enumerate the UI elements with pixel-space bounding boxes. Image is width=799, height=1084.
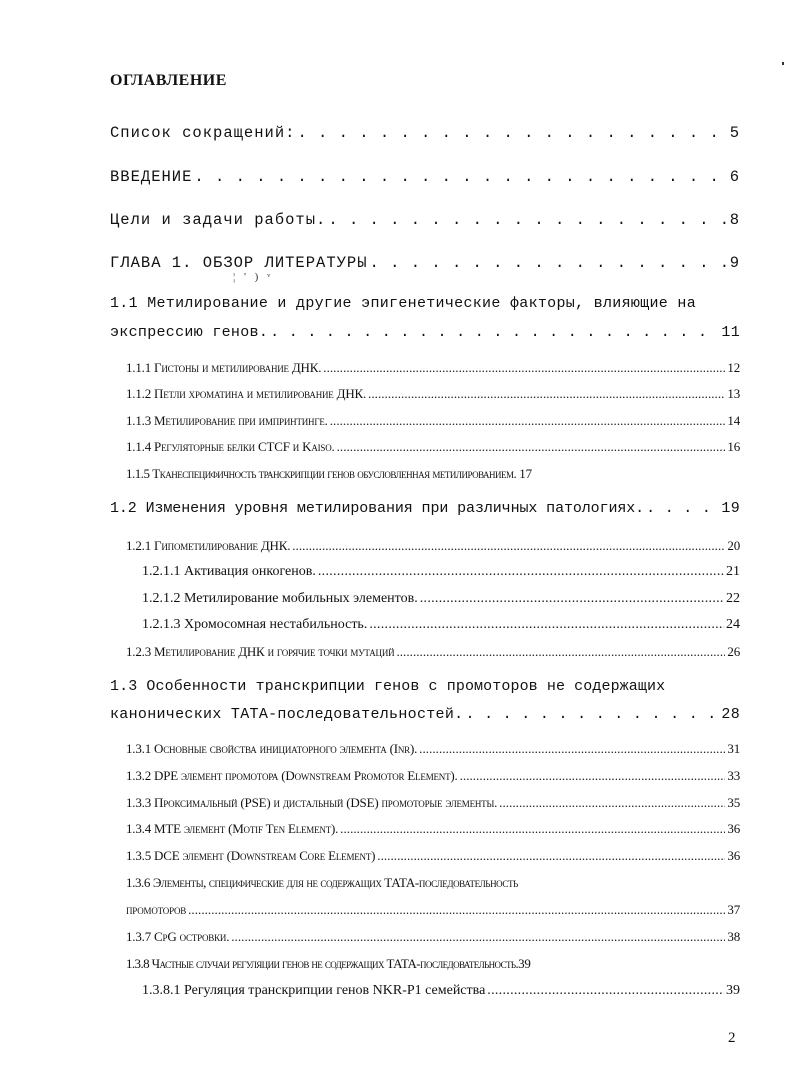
dot-leader bbox=[370, 254, 728, 272]
dot-leader bbox=[188, 902, 725, 918]
dot-leader bbox=[328, 211, 727, 229]
toc-entry-1-3-1[interactable]: 1.3.1 Основные свойства инициаторного элемента (Inr). . . . 31 bbox=[126, 741, 740, 757]
toc-entry-1-2[interactable]: 1.2 Изменения уровня метилирования при различных патологиях. . . . 19 bbox=[110, 500, 740, 517]
toc-entry-1-3-6-line1[interactable]: 1.3.6 Элементы, специфические для не содержащих ТАТА-последовательность bbox=[126, 875, 518, 890]
toc-entry-1-3-4[interactable]: 1.3.4 MTE элемент (Motif Ten Element). . . . 36 bbox=[126, 821, 740, 837]
dot-leader bbox=[396, 644, 725, 660]
dot-leader bbox=[337, 439, 726, 455]
toc-entry-1-3-line1[interactable]: 1.3 Особенности транскрипции генов с промоторов не содержащих bbox=[110, 678, 666, 695]
dot-leader bbox=[194, 168, 727, 186]
toc-entry-1-1[interactable]: экспрессию генов. . . . 11 bbox=[110, 324, 740, 341]
dot-leader bbox=[460, 768, 726, 784]
scan-speck bbox=[782, 62, 784, 65]
toc-entry-1-3-8[interactable]: 1.3.8 Частные случаи регуляции генов не содержащих ТАТА-последовательность. 39 bbox=[126, 956, 531, 971]
toc-entry-1-3-2[interactable]: 1.3.2 DPE элемент промотора (Downstream Promotor Element). . . . 33 bbox=[126, 768, 740, 784]
toc-entry-1-1-1[interactable]: 1.1.1 Гистоны и метилирование ДНК. . . . 12 bbox=[126, 360, 740, 376]
toc-entry-1-3-7[interactable]: 1.3.7 CpG островки. . . . 38 bbox=[126, 929, 740, 945]
dot-leader bbox=[499, 795, 725, 811]
toc-entry-1-2-1-3[interactable]: 1.2.1.3 Хромосомная нестабильность. . . . 24 bbox=[142, 617, 740, 633]
scan-artifact: ¦ ' ) ᵛ bbox=[233, 271, 274, 283]
toc-entry-chapter-1[interactable]: ГЛАВА 1. ОБЗОР ЛИТЕРАТУРЫ . . . 9 bbox=[110, 254, 740, 272]
dot-leader bbox=[465, 706, 719, 723]
dot-leader bbox=[297, 124, 727, 142]
dot-leader bbox=[487, 983, 724, 999]
toc-entry-1-3-3[interactable]: 1.3.3 Проксимальный (PSE) и дистальный (DSE) промоторые элементы. . . . 35 bbox=[126, 795, 740, 811]
dot-leader bbox=[292, 538, 725, 554]
toc-entry-1-2-3[interactable]: 1.2.3 Метилирование ДНК и горячие точки мутаций . . . 26 bbox=[126, 644, 740, 660]
dot-leader bbox=[420, 591, 724, 607]
toc-entry-1-1-2[interactable]: 1.1.2 Петли хроматина и метилирование ДНК. . . . 13 bbox=[126, 386, 740, 402]
dot-leader bbox=[377, 848, 725, 864]
toc-entry-goals[interactable]: Цели и задачи работы. . . . 8 bbox=[110, 211, 740, 229]
toc-entry-1-1-4[interactable]: 1.1.4 Регуляторные белки CTCF и Kaiso. . . . 16 bbox=[126, 439, 740, 455]
dot-leader bbox=[368, 386, 725, 402]
toc-entry-abbreviations[interactable]: Список сокращений: . . . 5 bbox=[110, 124, 740, 142]
toc-entry-1-1-5[interactable]: 1.1.5 Тканеспецифичность транскрипции генов обусловленная метилированием. 17 bbox=[126, 466, 532, 481]
page-number: 2 bbox=[728, 1030, 736, 1046]
toc-entry-1-2-1[interactable]: 1.2.1 Гипометилирование ДНК. . . . 20 bbox=[126, 538, 740, 554]
dot-leader bbox=[231, 929, 725, 945]
toc-entry-1-3[interactable]: канонических ТАТА-последовательностей. . . . 28 bbox=[110, 706, 740, 723]
toc-heading: ОГЛАВЛЕНИЕ bbox=[110, 72, 227, 89]
dot-leader bbox=[369, 617, 724, 633]
dot-leader bbox=[270, 324, 719, 341]
dot-leader bbox=[318, 564, 724, 580]
toc-entry-introduction[interactable]: ВВЕДЕНИЕ . . . 6 bbox=[110, 168, 740, 186]
dot-leader bbox=[419, 741, 725, 757]
dot-leader bbox=[330, 413, 726, 429]
toc-entry-1-2-1-1[interactable]: 1.2.1.1 Активация онкогенов. . . . 21 bbox=[142, 564, 740, 580]
toc-entry-1-1-3[interactable]: 1.1.3 Метилирование при импринтинге. . . . 14 bbox=[126, 413, 740, 429]
dot-leader bbox=[340, 821, 725, 837]
toc-entry-1-1-line1[interactable]: 1.1 Метилирование и другие эпигенетические факторы, влияющие на bbox=[110, 295, 696, 312]
toc-entry-1-3-6[interactable]: промоторов . . . 37 bbox=[126, 902, 740, 918]
toc-entry-1-2-1-2[interactable]: 1.2.1.2 Метилирование мобильных элементов. . . . 22 bbox=[142, 591, 740, 607]
toc-entry-1-3-8-1[interactable]: 1.3.8.1 Регуляция транскрипции генов NKR-P1 семейства . . . 39 bbox=[142, 983, 740, 999]
dot-leader bbox=[323, 360, 725, 376]
toc-entry-1-3-5[interactable]: 1.3.5 DCE элемент (Downstream Core Element) . . . 36 bbox=[126, 848, 740, 864]
dot-leader bbox=[646, 500, 719, 517]
